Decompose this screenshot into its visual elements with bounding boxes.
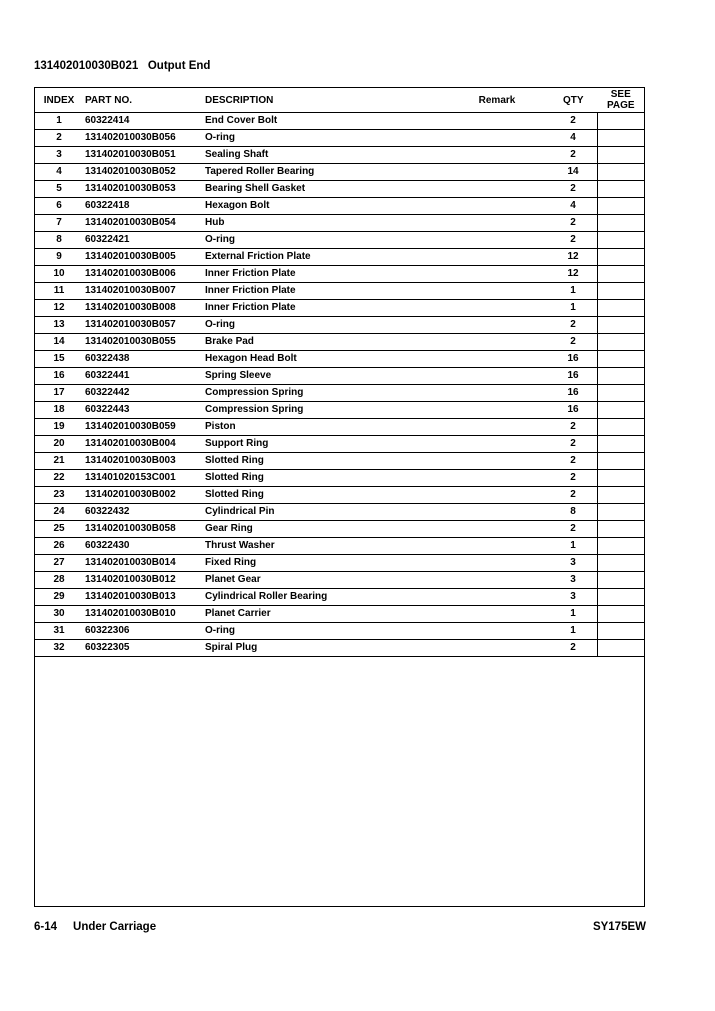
cell-part-no: 60322305 [83, 640, 203, 657]
table-row [35, 623, 644, 640]
cell-qty: 1 [549, 300, 598, 317]
cell-see-page [598, 453, 645, 470]
cell-see-page [598, 351, 645, 368]
cell-description: Inner Friction Plate [203, 266, 445, 283]
cell-remark [445, 538, 549, 555]
cell-see-page [598, 504, 645, 521]
cell-remark [445, 419, 549, 436]
cell-part-no: 60322432 [83, 504, 203, 521]
cell-part-no: 131402010030B013 [83, 589, 203, 606]
table-row [35, 232, 644, 249]
table-row [35, 130, 644, 147]
cell-part-no: 131402010030B059 [83, 419, 203, 436]
cell-description: O-ring [203, 232, 445, 249]
cell-see-page [598, 198, 645, 215]
cell-see-page [598, 113, 645, 130]
cell-part-no: 60322438 [83, 351, 203, 368]
cell-part-no: 131402010030B053 [83, 181, 203, 198]
cell-part-no: 131402010030B054 [83, 215, 203, 232]
cell-see-page [598, 181, 645, 198]
cell-see-page [598, 130, 645, 147]
cell-see-page [598, 487, 645, 504]
cell-description: Hexagon Head Bolt [203, 351, 445, 368]
cell-remark [445, 283, 549, 300]
cell-index: 2 [35, 130, 83, 147]
cell-see-page [598, 215, 645, 232]
cell-qty: 3 [549, 589, 598, 606]
cell-index: 19 [35, 419, 83, 436]
cell-qty: 16 [549, 385, 598, 402]
cell-description: Thrust Washer [203, 538, 445, 555]
cell-qty: 16 [549, 368, 598, 385]
column-header-qty: QTY [549, 88, 598, 113]
cell-index: 26 [35, 538, 83, 555]
parts-table-body [35, 113, 644, 657]
cell-qty: 1 [549, 606, 598, 623]
cell-qty: 2 [549, 215, 598, 232]
cell-description: Fixed Ring [203, 555, 445, 572]
cell-see-page [598, 538, 645, 555]
cell-description: End Cover Bolt [203, 113, 445, 130]
cell-index: 25 [35, 521, 83, 538]
cell-index: 24 [35, 504, 83, 521]
table-row [35, 436, 644, 453]
cell-description: Piston [203, 419, 445, 436]
table-row [35, 606, 644, 623]
table-row [35, 317, 644, 334]
cell-remark [445, 232, 549, 249]
cell-remark [445, 487, 549, 504]
cell-index: 16 [35, 368, 83, 385]
table-row [35, 402, 644, 419]
cell-index: 30 [35, 606, 83, 623]
cell-index: 20 [35, 436, 83, 453]
table-row [35, 181, 644, 198]
cell-description: Planet Gear [203, 572, 445, 589]
cell-qty: 14 [549, 164, 598, 181]
cell-index: 4 [35, 164, 83, 181]
cell-qty: 8 [549, 504, 598, 521]
cell-remark [445, 385, 549, 402]
cell-part-no: 131402010030B055 [83, 334, 203, 351]
cell-part-no: 60322443 [83, 402, 203, 419]
cell-see-page [598, 232, 645, 249]
table-row [35, 368, 644, 385]
cell-index: 7 [35, 215, 83, 232]
column-header-see-page [598, 88, 645, 113]
cell-description: Spiral Plug [203, 640, 445, 657]
cell-qty: 12 [549, 249, 598, 266]
cell-index: 22 [35, 470, 83, 487]
cell-description: Compression Spring [203, 402, 445, 419]
cell-part-no: 131402010030B056 [83, 130, 203, 147]
cell-see-page [598, 470, 645, 487]
cell-remark [445, 521, 549, 538]
cell-qty: 2 [549, 419, 598, 436]
table-row [35, 249, 644, 266]
cell-qty: 1 [549, 538, 598, 555]
column-header-index: INDEX [35, 88, 83, 113]
table-row [35, 198, 644, 215]
cell-part-no: 131402010030B051 [83, 147, 203, 164]
cell-part-no: 60322418 [83, 198, 203, 215]
cell-remark [445, 572, 549, 589]
cell-description: Inner Friction Plate [203, 283, 445, 300]
cell-description: Slotted Ring [203, 470, 445, 487]
cell-see-page [598, 623, 645, 640]
cell-part-no: 131402010030B006 [83, 266, 203, 283]
parts-list-frame [34, 87, 645, 907]
cell-index: 17 [35, 385, 83, 402]
cell-remark [445, 589, 549, 606]
cell-remark [445, 555, 549, 572]
page-title [34, 60, 210, 72]
cell-see-page [598, 436, 645, 453]
cell-index: 23 [35, 487, 83, 504]
cell-description: Hub [203, 215, 445, 232]
table-row [35, 266, 644, 283]
column-header-part-no: PART NO. [83, 88, 203, 113]
cell-qty: 2 [549, 147, 598, 164]
cell-see-page [598, 147, 645, 164]
cell-part-no: 131402010030B057 [83, 317, 203, 334]
cell-see-page [598, 385, 645, 402]
cell-remark [445, 266, 549, 283]
table-row [35, 300, 644, 317]
table-row [35, 538, 644, 555]
cell-index: 8 [35, 232, 83, 249]
cell-part-no: 131402010030B003 [83, 453, 203, 470]
cell-description: O-ring [203, 317, 445, 334]
cell-index: 32 [35, 640, 83, 657]
cell-part-no: 131402010030B012 [83, 572, 203, 589]
table-row [35, 147, 644, 164]
cell-see-page [598, 283, 645, 300]
section-name: Under Carriage [73, 921, 157, 933]
assembly-code: 131402010030B021 [34, 60, 139, 72]
table-row [35, 470, 644, 487]
cell-remark [445, 300, 549, 317]
cell-see-page [598, 300, 645, 317]
cell-description: Tapered Roller Bearing [203, 164, 445, 181]
cell-qty: 2 [549, 317, 598, 334]
cell-qty: 2 [549, 470, 598, 487]
cell-qty: 2 [549, 181, 598, 198]
table-row [35, 555, 644, 572]
cell-qty: 12 [549, 266, 598, 283]
cell-index: 6 [35, 198, 83, 215]
cell-index: 15 [35, 351, 83, 368]
cell-index: 31 [35, 623, 83, 640]
cell-part-no: 60322414 [83, 113, 203, 130]
cell-description: O-ring [203, 130, 445, 147]
see-page-line2: PAGE [606, 100, 635, 111]
cell-index: 9 [35, 249, 83, 266]
cell-part-no: 60322441 [83, 368, 203, 385]
cell-see-page [598, 606, 645, 623]
cell-description: Gear Ring [203, 521, 445, 538]
cell-remark [445, 249, 549, 266]
cell-see-page [598, 555, 645, 572]
cell-remark [445, 606, 549, 623]
cell-qty: 2 [549, 334, 598, 351]
cell-remark [445, 317, 549, 334]
cell-description: External Friction Plate [203, 249, 445, 266]
table-row [35, 453, 644, 470]
page-number: 6-14 [34, 921, 58, 933]
cell-qty: 2 [549, 453, 598, 470]
cell-remark [445, 164, 549, 181]
cell-remark [445, 453, 549, 470]
cell-see-page [598, 521, 645, 538]
cell-part-no: 60322442 [83, 385, 203, 402]
table-row [35, 419, 644, 436]
cell-description: Cylindrical Roller Bearing [203, 589, 445, 606]
cell-description: Spring Sleeve [203, 368, 445, 385]
cell-index: 1 [35, 113, 83, 130]
cell-qty: 3 [549, 555, 598, 572]
cell-see-page [598, 402, 645, 419]
cell-remark [445, 181, 549, 198]
column-header-description: DESCRIPTION [203, 88, 445, 113]
cell-index: 18 [35, 402, 83, 419]
cell-qty: 16 [549, 402, 598, 419]
cell-qty: 2 [549, 640, 598, 657]
table-row [35, 640, 644, 657]
cell-index: 10 [35, 266, 83, 283]
cell-remark [445, 334, 549, 351]
cell-index: 3 [35, 147, 83, 164]
cell-part-no: 131402010030B052 [83, 164, 203, 181]
table-row [35, 283, 644, 300]
cell-description: Planet Carrier [203, 606, 445, 623]
cell-qty: 2 [549, 436, 598, 453]
cell-qty: 2 [549, 487, 598, 504]
cell-part-no: 131402010030B008 [83, 300, 203, 317]
cell-remark [445, 113, 549, 130]
table-row [35, 385, 644, 402]
cell-qty: 2 [549, 521, 598, 538]
cell-see-page [598, 589, 645, 606]
table-row [35, 589, 644, 606]
cell-see-page [598, 317, 645, 334]
cell-part-no: 131401020153C001 [83, 470, 203, 487]
cell-remark [445, 147, 549, 164]
page-footer-left [34, 921, 156, 933]
cell-description: Hexagon Bolt [203, 198, 445, 215]
cell-part-no: 60322306 [83, 623, 203, 640]
cell-see-page [598, 164, 645, 181]
cell-qty: 1 [549, 283, 598, 300]
see-page-line1: SEE [610, 89, 631, 100]
cell-see-page [598, 419, 645, 436]
cell-remark [445, 368, 549, 385]
cell-see-page [598, 640, 645, 657]
cell-qty: 3 [549, 572, 598, 589]
cell-description: Cylindrical Pin [203, 504, 445, 521]
assembly-name: Output End [147, 60, 211, 72]
cell-part-no: 131402010030B007 [83, 283, 203, 300]
table-row [35, 351, 644, 368]
cell-remark [445, 436, 549, 453]
cell-see-page [598, 249, 645, 266]
table-row [35, 334, 644, 351]
cell-part-no: 60322430 [83, 538, 203, 555]
cell-part-no: 131402010030B005 [83, 249, 203, 266]
column-header-remark: Remark [445, 88, 549, 113]
table-row [35, 521, 644, 538]
cell-part-no: 131402010030B058 [83, 521, 203, 538]
cell-description: Slotted Ring [203, 453, 445, 470]
cell-remark [445, 198, 549, 215]
model-name: SY175EW [592, 921, 646, 933]
cell-qty: 4 [549, 130, 598, 147]
cell-remark [445, 130, 549, 147]
cell-qty: 2 [549, 232, 598, 249]
cell-part-no: 131402010030B004 [83, 436, 203, 453]
table-row [35, 487, 644, 504]
cell-description: Sealing Shaft [203, 147, 445, 164]
cell-qty: 16 [549, 351, 598, 368]
cell-index: 11 [35, 283, 83, 300]
cell-index: 27 [35, 555, 83, 572]
parts-table [35, 88, 644, 657]
cell-description: Support Ring [203, 436, 445, 453]
cell-description: Bearing Shell Gasket [203, 181, 445, 198]
cell-description: Slotted Ring [203, 487, 445, 504]
cell-index: 21 [35, 453, 83, 470]
cell-index: 12 [35, 300, 83, 317]
cell-description: O-ring [203, 623, 445, 640]
table-row [35, 215, 644, 232]
table-row [35, 164, 644, 181]
cell-description: Compression Spring [203, 385, 445, 402]
cell-see-page [598, 572, 645, 589]
cell-remark [445, 470, 549, 487]
cell-part-no: 131402010030B002 [83, 487, 203, 504]
cell-part-no: 131402010030B014 [83, 555, 203, 572]
table-row [35, 504, 644, 521]
cell-remark [445, 215, 549, 232]
cell-index: 14 [35, 334, 83, 351]
cell-see-page [598, 334, 645, 351]
cell-part-no: 131402010030B010 [83, 606, 203, 623]
cell-remark [445, 623, 549, 640]
cell-qty: 1 [549, 623, 598, 640]
cell-index: 13 [35, 317, 83, 334]
cell-index: 29 [35, 589, 83, 606]
table-row [35, 113, 644, 130]
table-header-row [35, 88, 644, 113]
cell-description: Brake Pad [203, 334, 445, 351]
cell-remark [445, 504, 549, 521]
cell-see-page [598, 368, 645, 385]
cell-remark [445, 402, 549, 419]
table-row [35, 572, 644, 589]
cell-index: 28 [35, 572, 83, 589]
cell-qty: 4 [549, 198, 598, 215]
cell-part-no: 60322421 [83, 232, 203, 249]
cell-qty: 2 [549, 113, 598, 130]
cell-remark [445, 640, 549, 657]
cell-remark [445, 351, 549, 368]
cell-index: 5 [35, 181, 83, 198]
cell-see-page [598, 266, 645, 283]
cell-description: Inner Friction Plate [203, 300, 445, 317]
